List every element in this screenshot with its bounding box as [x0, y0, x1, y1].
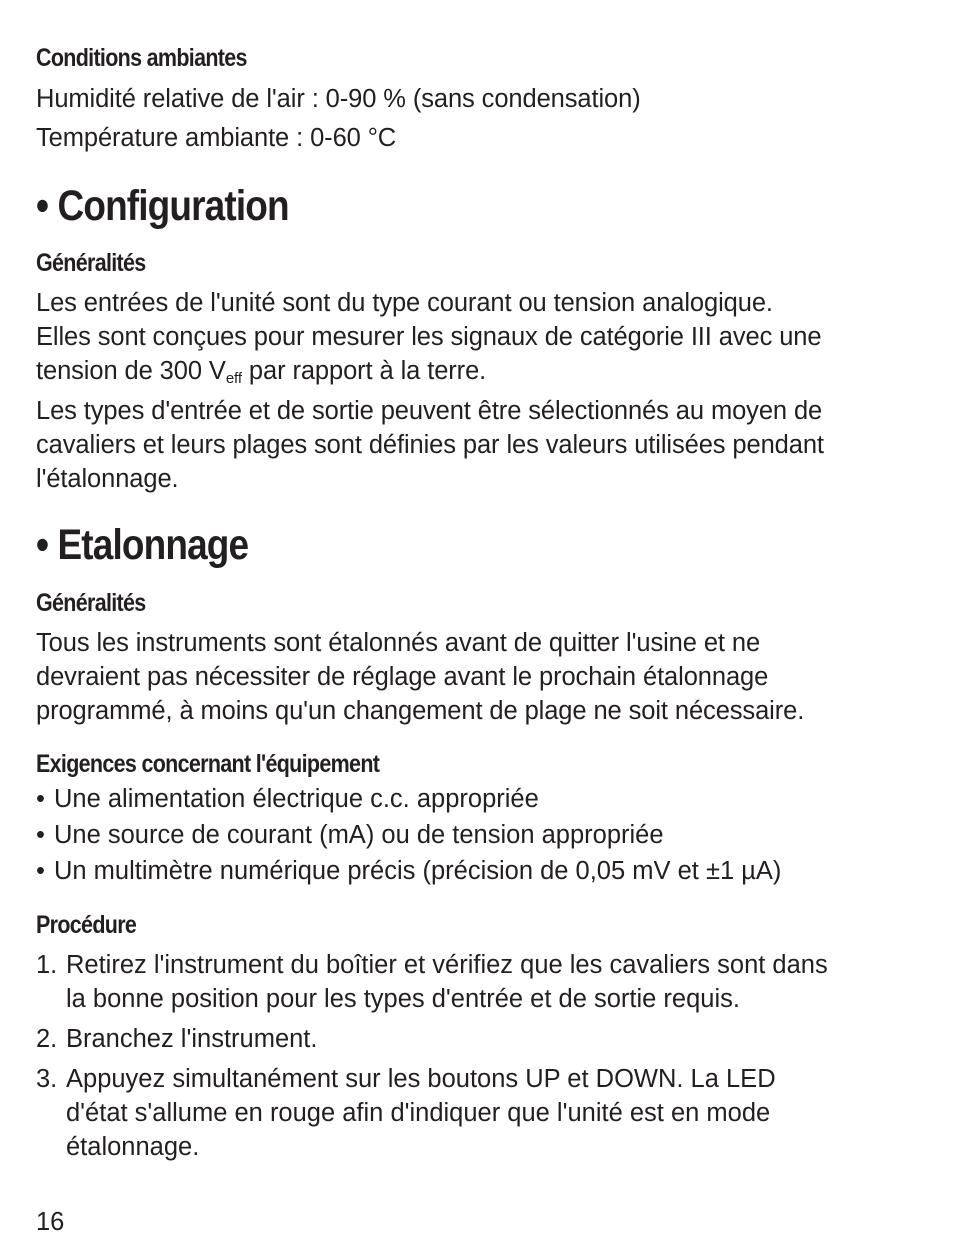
humidity-text: Humidité relative de l'air : 0-90 % (sans condensation)	[36, 85, 641, 113]
subscript-eff: eff	[225, 370, 242, 387]
configuration-heading: • Configuration	[36, 182, 289, 230]
configuration-para1-line1: Les entrées de l'unité sont du type courant ou tension analogique.	[36, 289, 773, 317]
procedure-title: Procédure	[36, 911, 137, 939]
list-item: • Une alimentation électrique c.c. appropriée	[36, 785, 539, 813]
configuration-para2-line2: cavaliers et leurs plages sont définies par les valeurs utilisées pendant	[36, 431, 824, 459]
etalonnage-para-line1: Tous les instruments sont étalonnés avant de quitter l'usine et ne	[36, 629, 761, 657]
etalonnage-para-line2: devraient pas nécessiter de réglage avant le prochain étalonnage	[36, 663, 769, 691]
equipment-title: Exigences concernant l'équipement	[36, 750, 380, 778]
configuration-para1-line3: tension de 300 $V_{eff}$ par rapport à la terre.	[36, 357, 487, 387]
etalonnage-subtitle: Généralités	[36, 589, 146, 617]
page-number: 16	[36, 1208, 65, 1236]
configuration-subtitle: Généralités	[36, 249, 146, 277]
list-item: • Une source de courant (mA) ou de tension appropriée	[36, 821, 664, 849]
temperature-text: Température ambiante : 0-60 °C	[36, 124, 397, 152]
configuration-para1-line2: Elles sont conçues pour mesurer les signaux de catégorie III avec une	[36, 323, 822, 351]
configuration-para2-line3: l'étalonnage.	[36, 465, 179, 493]
configuration-para2-line1: Les types d'entrée et de sortie peuvent être sélectionnés au moyen de	[36, 397, 823, 425]
conditions-title: Conditions ambiantes	[36, 44, 247, 72]
etalonnage-heading: • Etalonnage	[36, 521, 249, 569]
list-item: • Un multimètre numérique précis (précision de 0,05 mV et ±1 µA)	[36, 857, 782, 885]
etalonnage-para-line3: programmé, à moins qu'un changement de plage ne soit nécessaire.	[36, 697, 805, 725]
